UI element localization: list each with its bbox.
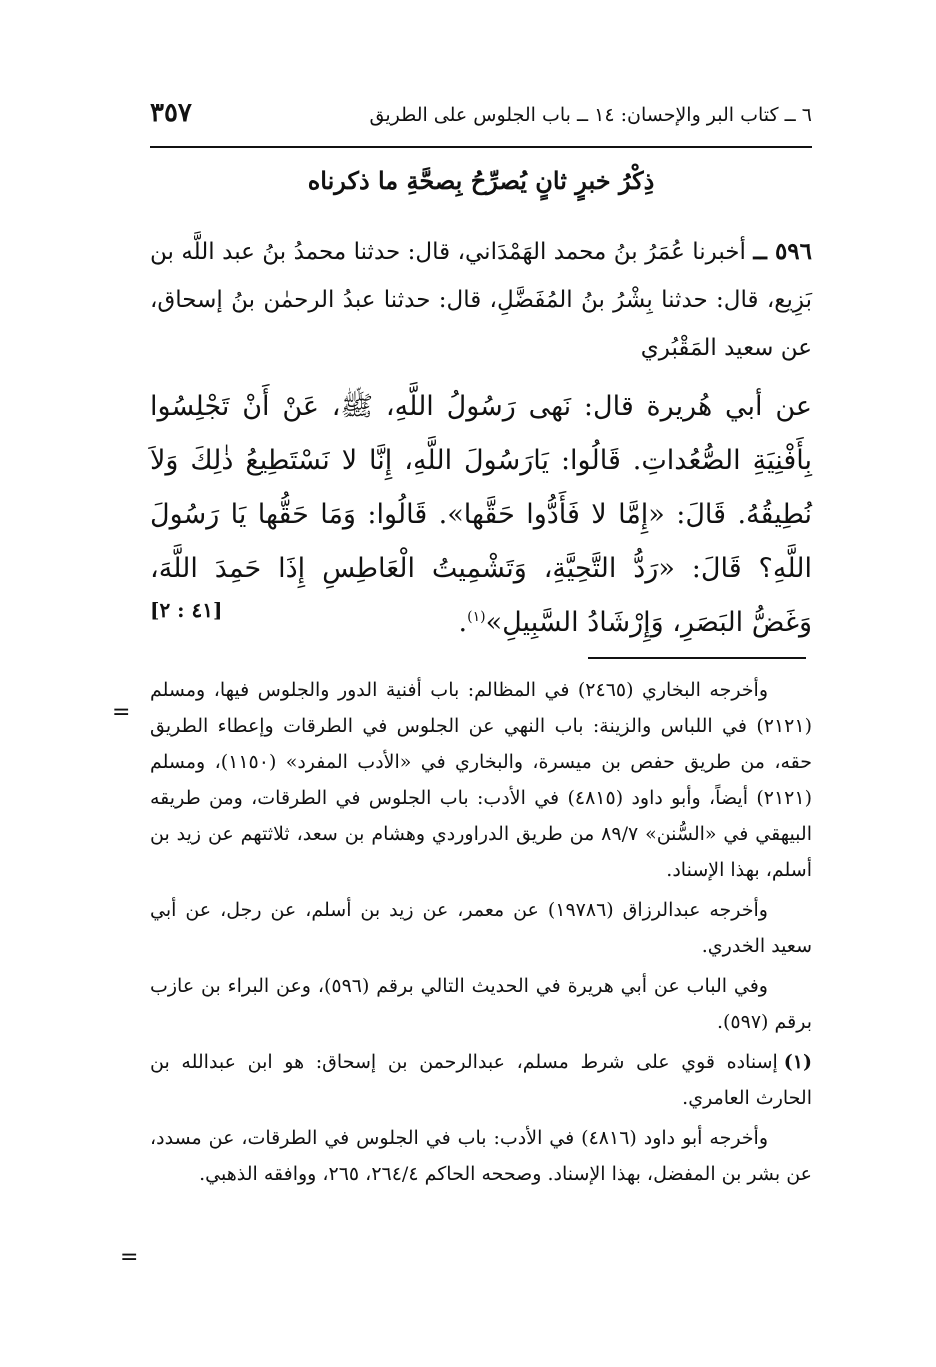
section-title: ذِكْرُ خبرٍ ثانٍ يُصرِّحُ بِصحَّةِ ما ذكرناه [307, 166, 655, 195]
page-number: ٣٥٧ [150, 98, 192, 128]
footnote-paragraph: وأخرجه البخاري (٢٤٦٥) في المظالم: باب أفنية الدور والجلوس فيها، ومسلم (٢١٢١) في اللباس والزينة: باب النهي عن الجلوس في الطرقات وإعطاء الطريق حقه، من طريق حفص بن ميسرة، والبخاري في «الأدب المفرد» (١١٥٠)، ومسلم (٢١٢١) أيضاً، وأبو داود (٤٨١٥) في الأدب: باب الجلوس في الطرقات، ومن طريقه البيهقي في «السُّنن» ٨٩/٧ من طريق الدراوردي وهشام بن سعد، ثلاثتهم عن زيد بن أسلم، بهذا الإسناد. [150, 679, 813, 881]
header-rule [150, 146, 812, 148]
footnote-1-text: إسناده قوي على شرط مسلم، عبدالرحمن بن إسحاق: هو ابن عبدالله بن الحارث العامري. [150, 1051, 812, 1109]
footnote-paragraph: وأخرجه عبدالرزاق (١٩٧٨٦) عن معمر، عن زيد بن أسلم، عن رجل، عن أبي سعيد الخدري. [150, 899, 812, 957]
matn-end: . [458, 607, 468, 638]
matn-text: عن أبي هُريرة قال: نَهى رَسُولُ اللَّهِ، ﷺ، عَنْ أَنْ تَجْلِسُوا بِأَفْنِيَةِ الصُّعُداتِ. قَالُوا: يَارَسُولَ اللَّهِ، إِنَّا لا نَسْتَطِيعُ ذٰلِكَ وَلاَ نُطِيقُهُ. قَالَ: «إِمَّا لا فَأَدُّوا حَقَّها». قَالُوا: وَمَا حَقُّها يَا رَسُولَ اللَّهِ؟ قَالَ: «رَدُّ التَّحِيَّةِ، وَتَشْمِيتُ الْعَاطِسِ إِذَا حَمِدَ اللَّهَ، وَغَضُّ البَصَرِ، وَإِرْشَادُ السَّبِيلِ» [150, 391, 812, 638]
footnote-paragraph: وفي الباب عن أبي هريرة في الحديث التالي برقم (٥٩٦)، وعن البراء بن عازب برقم (٥٩٧). [150, 975, 812, 1033]
hadith-reference: [٤١ : ٢] [150, 598, 223, 622]
footnote-1-number: (١) [783, 1051, 812, 1073]
continuation-marker: = [112, 700, 131, 725]
footnote-1 [150, 1044, 812, 1116]
end-marker: = [120, 1245, 139, 1270]
isnad-text: أخبرنا عُمَرُ بنُ محمد الهَمْدَاني، قال: حدثنا محمدُ بنُ عبد اللَّه بن بَزِيع، قال: حدثنا بِشْرُ بنُ المُفَضَّلِ، قال: حدثنا عبدُ الرحمٰن بنُ إسحاق، عن سعيد المَقْبُري [150, 239, 812, 361]
running-title: ٦ ــ كتاب البر والإحسان: ١٤ ــ باب الجلوس على الطريق [369, 104, 812, 126]
hadith-isnad [150, 228, 812, 372]
hadith-matn [150, 380, 812, 650]
page-header [150, 96, 812, 136]
footnote-reference: (١) [467, 609, 486, 625]
footnotes [150, 672, 812, 1196]
footnote-rule [588, 657, 806, 659]
footnote-paragraph: وأخرجه أبو داود (٤٨١٦) في الأدب: باب في الجلوس في الطرقات، عن مسدد، عن بشر بن المفضل، بهذا الإسناد. وصححه الحاكم ٢٦٤/٤، ٢٦٥، ووافقه الذهبي. [150, 1127, 812, 1185]
hadith-number: ٥٩٦ ــ [753, 238, 812, 265]
